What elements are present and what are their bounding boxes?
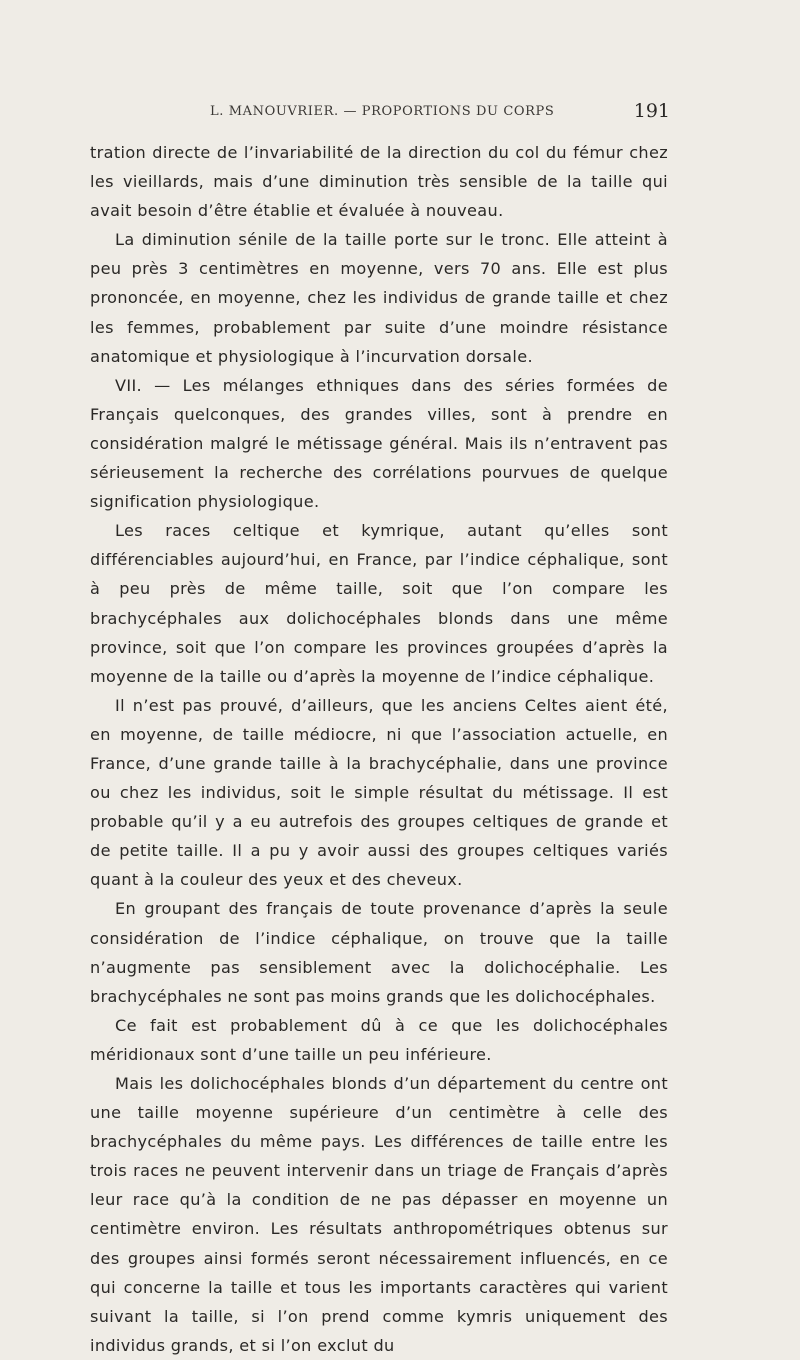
body-text <box>90 138 668 1360</box>
paragraph: Ce fait est probablement dû à ce que les dolichocéphales méridionaux sont d’une taille un peu inférieure. <box>90 1015 668 1064</box>
paragraph: La diminution sénile de la taille porte sur le tronc. Elle atteint à peu près 3 centimètres en moyenne, vers 70 ans. Elle est plus prononcée, en moyenne, chez les individus de grande taille et chez les femmes, probablement par suite d’une moindre résistance anatomique et physiologique à l’incurvation dorsale. <box>90 230 668 366</box>
running-header <box>90 98 670 128</box>
paragraph: Mais les dolichocéphales blonds d’un département du centre ont une taille moyenne supérieure d’un centimètre à celle des brachycéphales du même pays. Les différences de taille entre les trois races ne peuvent intervenir dans un triage de Français d’après leur race qu’à la condition de ne pas dépasser en moyenne un centimètre environ. Les résultats anthropométriques obtenus sur des groupes ainsi formés seront nécessairement influencés, en ce qui concerne la taille et tous les importants caractères qui varient suivant la taille, si l’on prend comme kymris uniquement des individus grands, et si l’on exclut du <box>90 1074 668 1355</box>
page-number: 191 <box>633 100 670 122</box>
paragraph: Il n’est pas prouvé, d’ailleurs, que les anciens Celtes aient été, en moyenne, de taille médiocre, ni que l’association actuelle, en France, d’une grande taille à la brachycéphalie, dans une province ou chez les individus, soit le simple résultat du métissage. Il est probable qu’il y a eu autrefois des groupes celtiques de grande et de petite taille. Il a pu y avoir aussi des groupes celtiques variés quant à la couleur des yeux et des cheveux. <box>90 695 668 890</box>
paragraph: VII. — Les mélanges ethniques dans des séries formées de Français quelconques, des grandes villes, sont à prendre en considération malgré le métissage général. Mais ils n’entravent pas sérieusement la recherche des corrélations pourvues de quelque signification physiologique. <box>90 375 668 512</box>
paragraph: tration directe de l’invariabilité de la direction du col du fémur chez les vieillards, mais d’une diminution très sensible de la taille qui avait besoin d’être établie et évaluée à nouveau. <box>90 143 668 221</box>
paragraph: Les races celtique et kymrique, autant qu’elles sont différenciables aujourd’hui, en France, par l’indice céphalique, sont à peu près de même taille, soit que l’on compare les brachycéphales aux dolichocéphales blonds dans une même province, soit que l’on compare les provinces groupées d’après la moyenne de la taille ou d’après la moyenne de l’indice céphalique. <box>90 521 668 686</box>
paragraph: En groupant des français de toute provenance d’après la seule considération de l’indice céphalique, on trouve que la taille n’augmente pas sensiblement avec la dolichocéphalie. Les brachycéphales ne sont pas moins grands que les dolichocéphales. <box>90 899 668 1006</box>
running-title: L. MANOUVRIER. — PROPORTIONS DU CORPS <box>210 104 555 119</box>
